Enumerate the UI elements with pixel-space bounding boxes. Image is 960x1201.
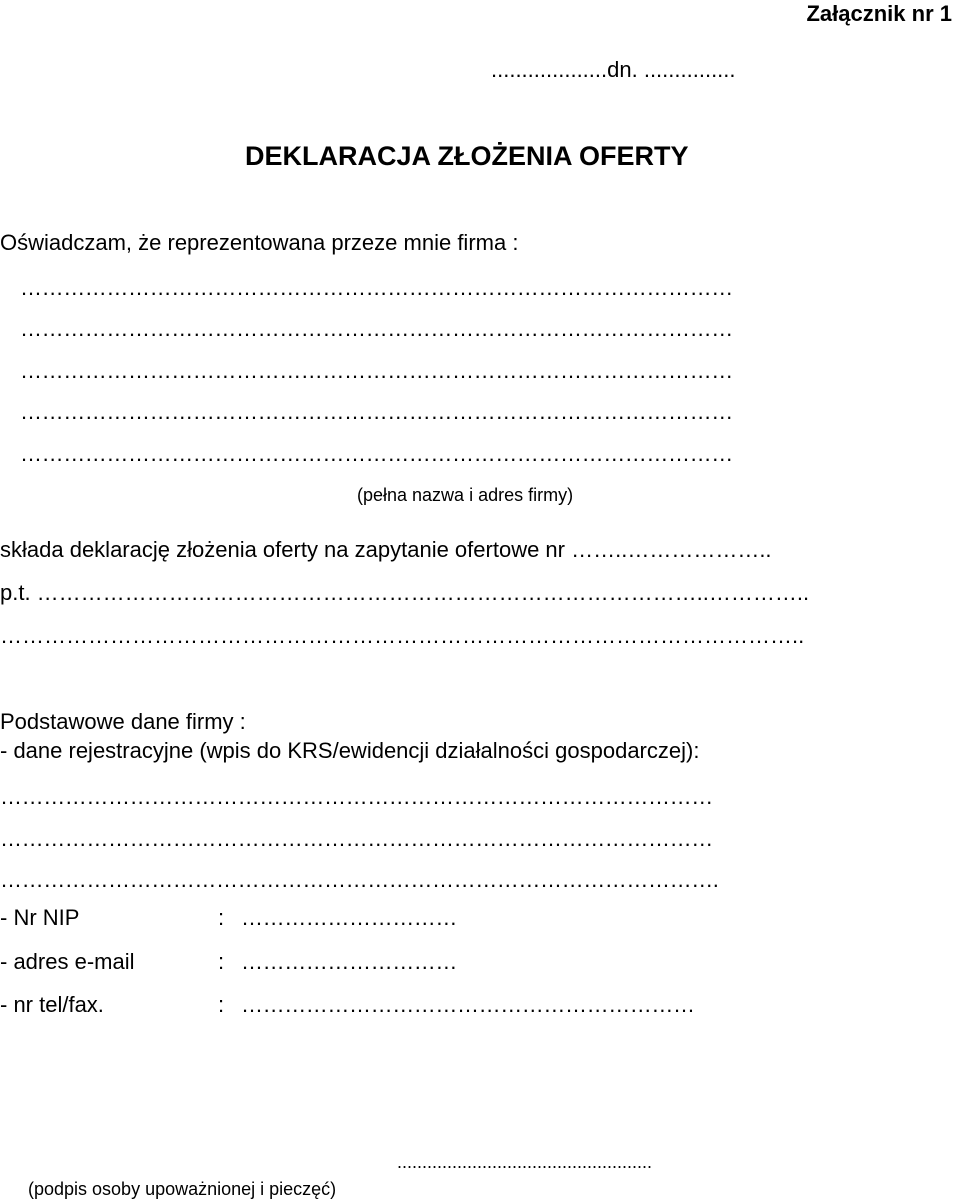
document-title: DEKLARACJA ZŁOŻENIA OFERTY <box>245 141 689 171</box>
declaration-intro: Oświadczam, że reprezentowana przeze mnie firma : <box>0 230 519 255</box>
signature-dots: ................................................... <box>397 1152 653 1172</box>
firm-line-5: ……………………………………………………………………………………… <box>20 441 733 466</box>
firm-caption: (pełna nazwa i adres firmy) <box>357 485 574 505</box>
extra-dots-line: ……………………………………………………………………………………………….. <box>0 623 805 648</box>
registration-line-1: ……………………………………………………………………………………… <box>0 784 713 809</box>
company-data-heading: Podstawowe dane firmy : <box>0 709 246 734</box>
phone-fax-label: - nr tel/fax. <box>0 992 104 1017</box>
submits-declaration-line: składa deklarację złożenia oferty na zapytanie ofertowe nr ……..……………….. <box>0 537 772 562</box>
place-date-line: ...................dn. ............... <box>491 57 736 82</box>
firm-line-3: ……………………………………………………………………………………… <box>20 358 733 383</box>
email-value: ………………………… <box>241 949 458 974</box>
email-colon: : <box>218 949 225 974</box>
firm-line-4: ……………………………………………………………………………………… <box>20 399 733 424</box>
nip-label: - Nr NIP <box>0 905 80 930</box>
signature-caption: (podpis osoby upoważnionej i pieczęć) <box>28 1179 337 1199</box>
firm-line-1: ……………………………………………………………………………………… <box>20 275 733 300</box>
email-label: - adres e-mail <box>0 949 135 974</box>
registration-line-2: ……………………………………………………………………………………… <box>0 826 713 851</box>
phone-fax-colon: : <box>218 992 225 1017</box>
registration-line-3: ………………………………………………………………………………………. <box>0 867 719 892</box>
nip-colon: : <box>218 905 225 930</box>
registration-label: - dane rejestracyjne (wpis do KRS/ewidencji działalności gospodarczej): <box>0 738 700 763</box>
annex-label: Załącznik nr 1 <box>806 1 952 26</box>
firm-line-2: ……………………………………………………………………………………… <box>20 316 733 341</box>
phone-fax-value: ……………………………………………………… <box>241 992 695 1017</box>
nip-value: ………………………… <box>241 905 458 930</box>
pt-line: p.t. ………………………………………………………………………………..………….. <box>0 580 810 605</box>
